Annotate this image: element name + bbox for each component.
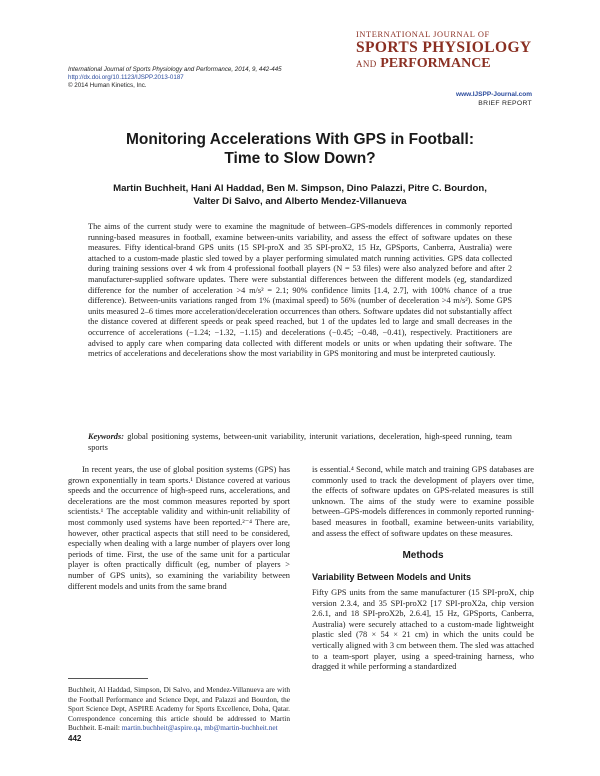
methods-text: Fifty GPS units from the same manufacturer (15 SPI-proX, chip version 2.3.4, and 35 SPI-proX2 [17 SPI-proX2a, chip version 2.6.1, and 18 SPI-proX2b, 2.6.4], 15 Hz, GPSports, Canberra, Australia) were securely attached to a custom-made lightweight plastic sled (78 × 54 × 21 cm) in which the units could be vertically aligned with 3 cm between them. The sled was attached to a team-sport player, using a speed-training harness, who dragged it while performing a standardized: [312, 588, 534, 672]
citation-block: [68, 66, 368, 90]
logo-line-1: INTERNATIONAL JOURNAL OF: [356, 30, 490, 39]
journal-logo: [356, 30, 534, 72]
abstract: The aims of the current study were to examine the magnitude of between–GPS-models differences in commonly reported running-based measures in football, examine between-units variability, and assess the effect of software updates on these measures. Fifty identical-brand GPS units (15 SPI-proX and 35 SPI-proX2, 15 Hz, GPSports, Canberra, Australia) were attached to a custom-made plastic sled towed by a player performing simulated match running activities. GPS data collected during training sessions over 4 wk from 4 professional football players (N = 53 files) were also analyzed before and after 2 manufacturer-supplied software updates. There were substantial differences between the different models (eg, standardized difference for the number of acceleration >4 m/s² = 2.1; 90% confidence limits [1.4, 2.7], with 100% chance of a true difference). Between-units variations ranged from 1% (maximal speed) to 56% (number of deceleration >4 m/s²). Some GPS units measured 2–6 times more acceleration/deceleration occurrences than others. Software updates did not substantially affect the distance covered at different speeds or peak speed reached, but 1 of the updates led to large and small decreases in the occurrence of accelerations (−1.24; −1.32, −1.15) and decelerations (−0.45; −0.48, −0.41), respectively. Practitioners are advised to apply care when comparing data collected with different models or units or when updating their software. The metrics of accelerations and decelerations show the most variability in GPS monitoring and must be interpreted cautiously.: [88, 222, 512, 359]
logo-line-3: [356, 56, 534, 72]
keywords-label: Keywords:: [88, 432, 124, 441]
intro-left-column: In recent years, the use of global position systems (GPS) has grown exponentially in team sports.¹ Distance covered at various speeds and the occurrence of high-speed runs, accelerations, and decelerations are the most common measures reported by sport scientists.¹ The acceptable validity and within-unit reliability of most commonly used systems have been reported.²⁻⁴ There are, however, other practical aspects that still need to be considered, especially when dealing with a large number of players over long periods of time. First, the use of the same unit for a particular player is often practically difficult (eg, number of players > number of GPS units), so examining the variability between different models and units from the same brand: [68, 465, 290, 591]
journal-website-link[interactable]: www.IJSPP-Journal.com: [456, 91, 532, 98]
article-title: [60, 130, 540, 168]
title-line-2: Time to Slow Down?: [224, 150, 376, 167]
authors-line-2: Valter Di Salvo, and Alberto Mendez-Villanueva: [193, 196, 407, 207]
author-list: [60, 182, 540, 208]
copyright: © 2014 Human Kinetics, Inc.: [68, 82, 147, 89]
methods-heading: Methods: [402, 550, 444, 561]
subsection-heading: Variability Between Models and Units: [312, 572, 472, 582]
footnote-divider: [68, 678, 148, 679]
journal-citation: International Journal of Sports Physiology and Performance, 2014, 9, 442-445: [68, 66, 282, 73]
logo-line-2: SPORTS PHYSIOLOGY: [356, 39, 532, 56]
title-line-1: Monitoring Accelerations With GPS in Football:: [125, 131, 475, 148]
author-affiliation-footnote: [68, 685, 290, 733]
page-number: 442: [68, 734, 82, 743]
keywords-text: global positioning systems, between-unit variability, interunit variations, deceleration, high-speed running, team sports: [88, 432, 512, 452]
footnote-text: Buchheit, Al Haddad, Simpson, Di Salvo, and Mendez-Villanueva are with the Football Performance and Science Dept, and Palazzi and Bourdon, the Sport Science Dept, ASPIRE Academy for Sports Excellence, Doha, Qatar. Correspondence concerning this article should be addressed to Martin Buchheit. E-mail:: [68, 685, 290, 733]
doi-link[interactable]: http://dx.doi.org/10.1123/IJSPP.2013-0187: [68, 74, 184, 81]
article-type: BRIEF REPORT: [478, 100, 532, 107]
correspondence-email[interactable]: martin.buchheit@aspire.qa, mb@martin-buchheit.net: [121, 723, 278, 733]
keywords-block: [88, 432, 512, 453]
logo-and: AND: [356, 59, 377, 69]
intro-right-column: is essential.⁴ Second, while match and training GPS databases are commonly used to track the development of players over time, the effects of software updates on GPS-related measures is still unknown. The aims of the study were to examine possible between–GPS-models differences in commonly reported running-based measures in football, examine between-units variability, and assess the effect of software updates on these measures.: [312, 465, 534, 538]
logo-performance: PERFORMANCE: [380, 56, 491, 71]
authors-line-1: Martin Buchheit, Hani Al Haddad, Ben M. Simpson, Dino Palazzi, Pitre C. Bourdon,: [113, 183, 487, 194]
